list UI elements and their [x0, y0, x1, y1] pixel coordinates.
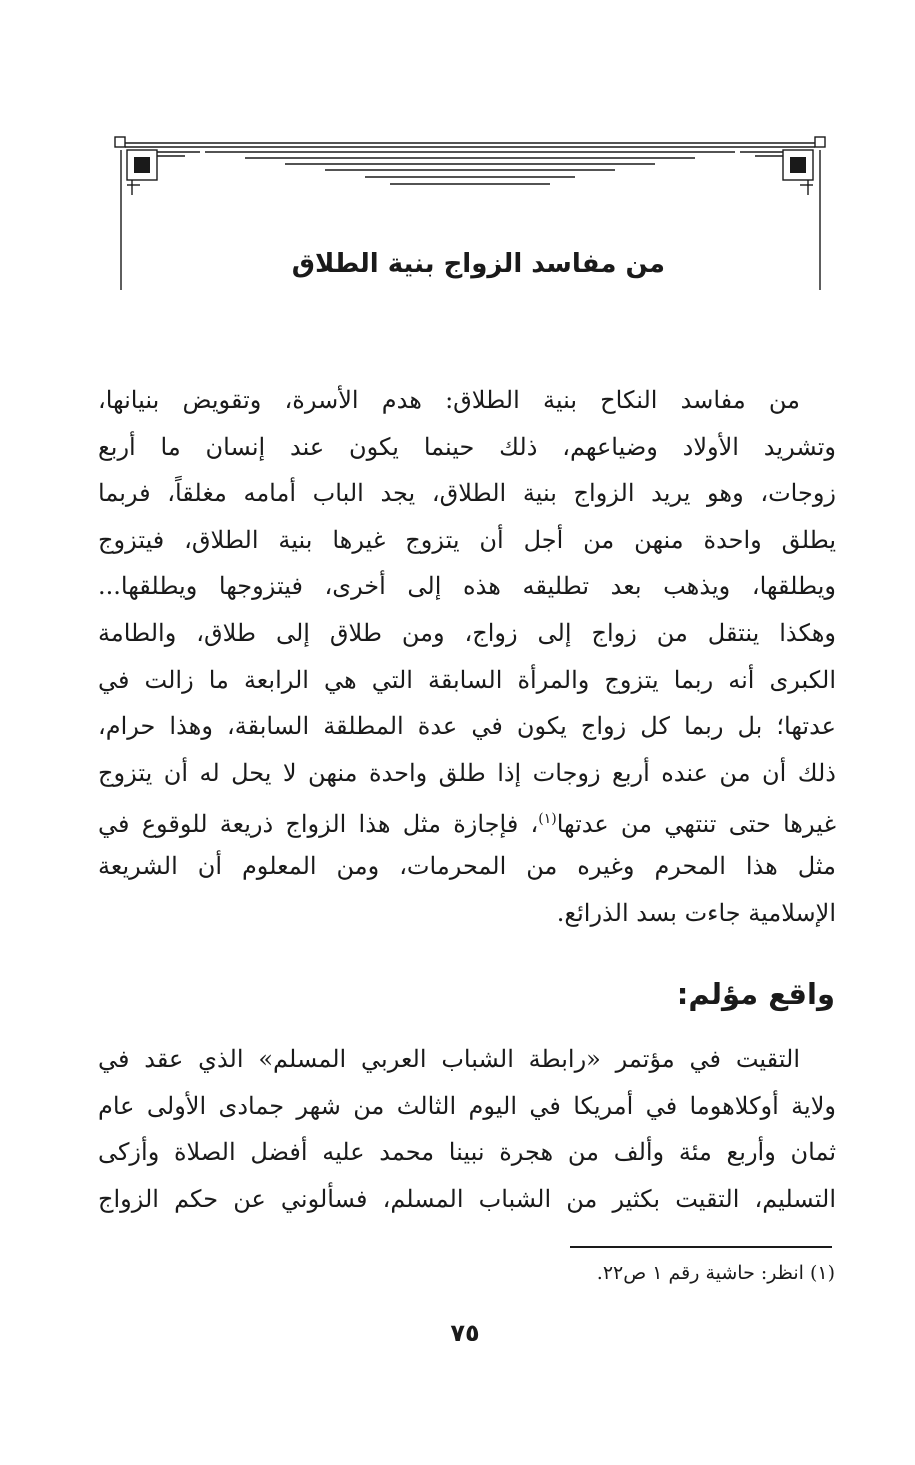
text-line: ثمان وأربع مئة وألف من هجرة نبينا محمد عليه أفضل الصلاة وأزكى	[98, 1138, 836, 1167]
text-segment: ، فإجازة مثل هذا الزواج ذريعة للوقوع في	[98, 810, 539, 839]
text-line: مثل هذا المحرم وغيره من المحرمات، ومن المعلوم أن الشريعة	[98, 851, 836, 880]
text-line: من مفاسد النكاح بنية الطلاق: هدم الأسرة، وتقويض بنيانها،	[98, 386, 800, 414]
text-line: زوجات، وهو يريد الزواج بنية الطلاق، يجد الباب أمامه مغلقاً، فربما	[98, 479, 836, 508]
section-heading: واقع مؤلم:	[676, 977, 835, 1011]
section2-paragraph	[98, 1036, 836, 1222]
text-line: التقيت في مؤتمر «رابطة الشباب العربي المسلم» الذي عقد في	[98, 1045, 800, 1073]
text-line: وتشريد الأولاد وضياعهم، ذلك حينما يكون عند إنسان ما أربع	[98, 432, 836, 461]
text-line: يطلق واحدة منهن من أجل أن يتزوج غيرها بنية الطلاق، فيتزوج	[98, 525, 836, 554]
text-line: الإسلامية جاءت بسد الذرائع.	[556, 898, 836, 927]
footnote-marker: (١)	[538, 811, 557, 828]
footnote: (١) انظر: حاشية رقم ١ ص٢٢.	[596, 1262, 835, 1284]
text-line: ولاية أوكلاهوما في أمريكا في اليوم الثالث من شهر جمادى الأولى عام	[98, 1091, 836, 1120]
footnote-divider	[570, 1246, 832, 1248]
text-line: الكبرى أنه ربما يتزوج والمرأة السابقة التي هي الرابعة ما زالت في	[98, 665, 836, 694]
page-number: ٧٥	[450, 1319, 480, 1347]
text-segment: غيرها حتى تنتهي من عدتها	[556, 810, 836, 839]
text-line: وهكذا ينتقل من زواج إلى زواج، ومن طلاق إلى طلاق، والطامة	[98, 618, 836, 647]
text-line: ذلك أن من عنده أربع زوجات إذا طلق واحدة منهن لا يحل له أن يتزوج	[98, 758, 836, 787]
text-line: التسليم، التقيت بكثير من الشباب المسلم، فسألوني عن حكم الزواج	[98, 1184, 836, 1213]
text-line: ويطلقها، ويذهب بعد تطليقه هذه إلى أخرى، فيتزوجها ويطلقها...	[98, 572, 836, 601]
text-line: عدتها؛ بل ربما كل زواج يكون في عدة المطلقة السابقة، وهذا حرام،	[98, 712, 836, 741]
section1-paragraph	[98, 377, 836, 936]
chapter-title: من مفاسد الزواج بنية الطلاق	[291, 249, 665, 279]
text-line-with-footnote	[98, 796, 836, 843]
